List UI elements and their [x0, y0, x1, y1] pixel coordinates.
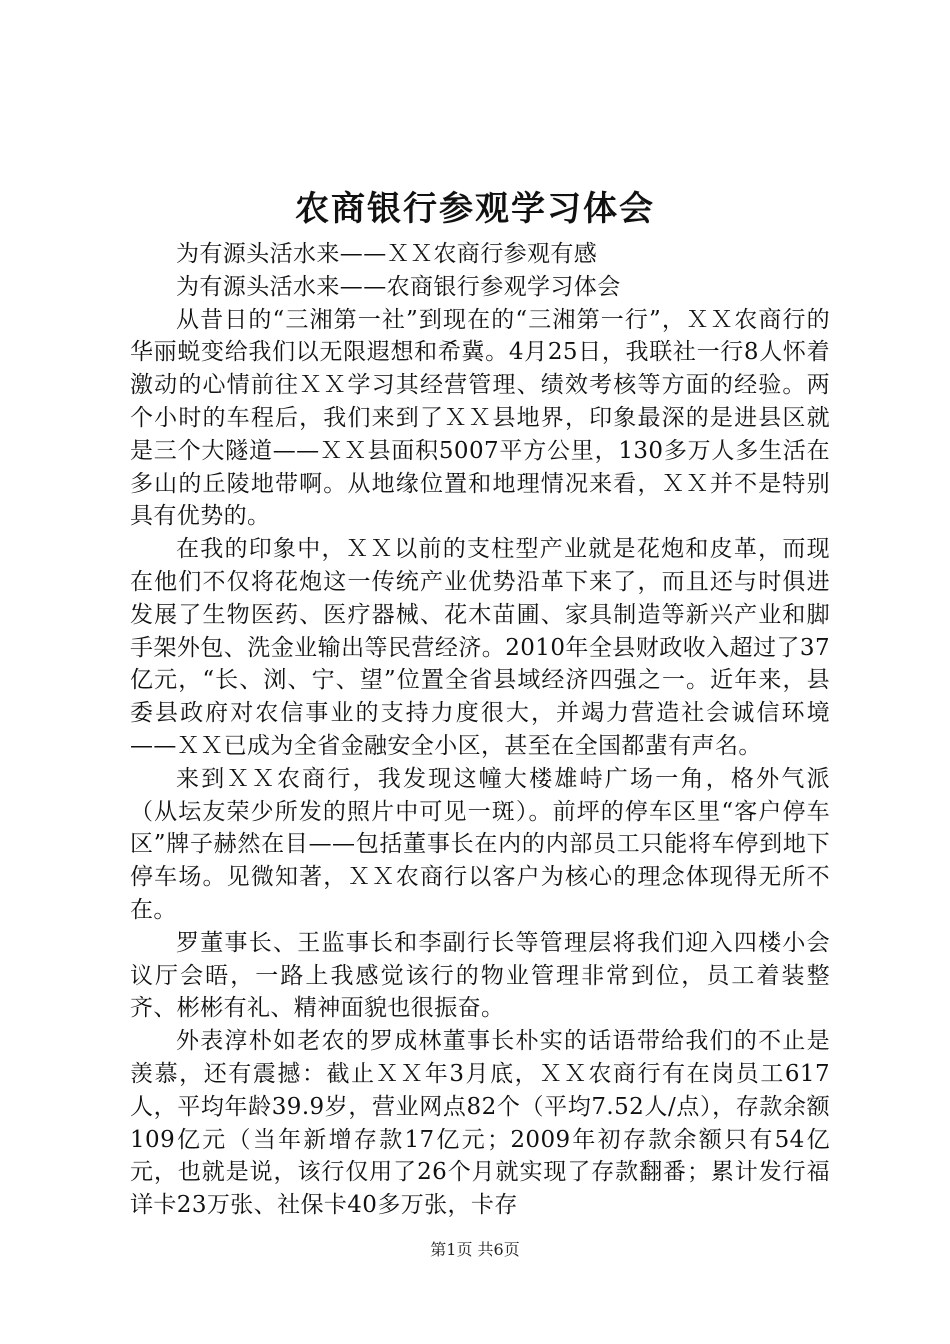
paragraph-2: 在我的印象中，ＸＸ以前的支柱型产业就是花炮和皮革，而现在他们不仅将花炮这一传统产业优势沿革下来了，而且还与时俱进发展了生物医药、医疗器械、花木苗圃、家具制造等新兴产业和脚手架外包、洗金业输出等民营经济。2010年全县财政收入超过了37亿元，“长、浏、宁、望”位置全省县域经济四强之一。近年来，县委县政府对农信事业的支持力度很大，并竭力营造社会诚信环境——ＸＸ已成为全省金融安全小区，甚至在全国都蜚有声名。: [130, 536, 830, 759]
paragraph-1: 从昔日的“三湘第一社”到现在的“三湘第一行”，ＸＸ农商行的华丽蜕变给我们以无限遐想和希冀。4月25日，我联社一行8人怀着激动的心情前往ＸＸ学习其经营管理、绩效考核等方面的经验。两个小时的车程后，我们来到了ＸＸ县地界，印象最深的是进县区就是三个大隧道——ＸＸ县面积5007平方公里，130多万人多生活在多山的丘陵地带啊。从地缘位置和地理情况来看，ＸＸ并不是特别具有优势的。: [130, 306, 830, 530]
paragraph-5: 外表淳朴如老农的罗成林董事长朴实的话语带给我们的不止是羡慕，还有震撼：截止ＸＸ年3月底，ＸＸ农商行有在岗员工617人，平均年龄39.9岁，营业网点82个（平均7.52人/点），存款余额109亿元（当年新增存款17亿元；2009年初存款余额只有54亿元，也就是说，该行仅用了26个月就实现了存款翻番；累计发行福详卡23万张、社保卡40多万张，卡存: [130, 1028, 830, 1219]
document-title: 农商银行参观学习体会: [295, 189, 655, 229]
document-body: [130, 238, 830, 1222]
paragraph-subtitle-1: 为有源头活水来——ＸＸ农商行参观有感: [176, 241, 598, 267]
page-number-footer: 第1页 共6页: [430, 1240, 520, 1259]
paragraph-3: 来到ＸＸ农商行，我发现这幢大楼雄峙广场一角，格外气派（从坛友荣少所发的照片中可见一斑）。前坪的停车区里“客户停车区”牌子赫然在目——包括董事长在内的内部员工只能将车停到地下停车场。见微知著，ＸＸ农商行以客户为核心的理念体现得无所不在。: [130, 765, 830, 923]
paragraph-subtitle-2: 为有源头活水来——农商银行参观学习体会: [176, 273, 621, 300]
paragraph-4: 罗董事长、王监事长和李副行长等管理层将我们迎入四楼小会议厅会晤，一路上我感觉该行的物业管理非常到位，员工着装整齐、彬彬有礼、精神面貌也很振奋。: [130, 929, 830, 1022]
